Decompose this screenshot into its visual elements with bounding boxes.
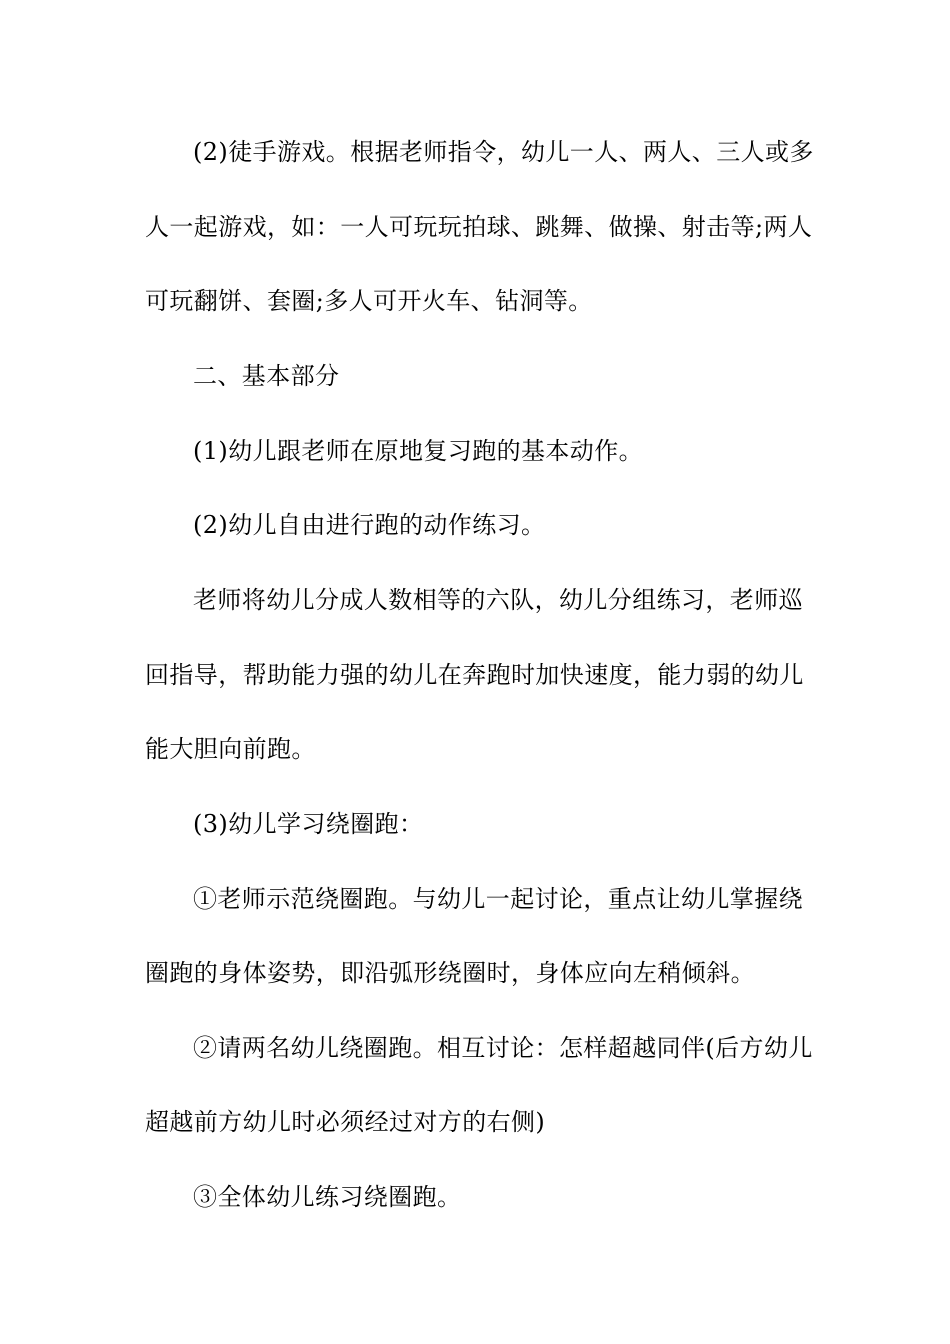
paragraph-line-7: 老师将幼儿分成人数相等的六队，幼儿分组练习，老师巡 [193,586,803,614]
paragraph-line-11: ①老师示范绕圈跑。与幼儿一起讨论，重点让幼儿掌握绕 [193,885,803,913]
paragraph-line-1: (2)徒手游戏。根据老师指令，幼儿一人、两人、三人或多 [193,138,814,166]
paragraph-line-2: 人一起游戏，如：一人可玩玩拍球、跳舞、做操、射击等;两人 [145,213,813,241]
paragraph-line-15: ③全体幼儿练习绕圈跑。 [193,1183,462,1211]
paragraph-line-14: 超越前方幼儿时必须经过对方的右侧) [145,1108,546,1136]
paragraph-line-12: 圈跑的身体姿势，即沿弧形绕圈时，身体应向左稍倾斜。 [145,959,755,987]
paragraph-line-6: (2)幼儿自由进行跑的动作练习。 [193,511,546,539]
paragraph-line-3: 可玩翻饼、套圈;多人可开火车、钻洞等。 [145,287,593,315]
paragraph-line-5: (1)幼儿跟老师在原地复习跑的基本动作。 [193,437,643,465]
paragraph-line-9: 能大胆向前跑。 [145,735,316,763]
paragraph-line-10: (3)幼儿学习绕圈跑： [193,810,424,838]
section-heading: 二、基本部分 [193,362,340,390]
paragraph-line-13: ②请两名幼儿绕圈跑。相互讨论：怎样超越同伴(后方幼儿 [193,1034,813,1062]
paragraph-line-8: 回指导，帮助能力强的幼儿在奔跑时加快速度，能力弱的幼儿 [145,661,804,689]
